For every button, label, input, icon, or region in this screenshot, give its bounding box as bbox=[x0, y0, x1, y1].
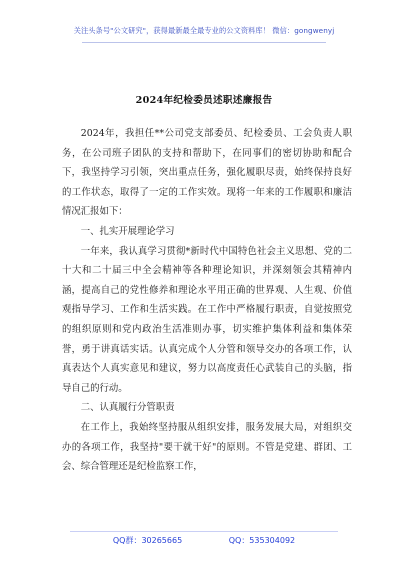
document-title: 2024年纪检委员述职述廉报告 bbox=[135, 95, 273, 106]
footer-qq-number: QQ：535304092 bbox=[228, 536, 296, 545]
footer-qq-group: QQ群：30265665 bbox=[112, 536, 183, 545]
paragraph-theory-study: 一年来，我认真学习贯彻*新时代中国特色社会主义思想、党的二十大和二十届三中全会精神等各种理论知识，并深刻领会其精神内涵，提高自己的党性修养和理论水平用正确的世界观、人生观、价值观指导学习、工作和生活实践。在工作中严格履行职责，自觉按照党的组织原则和党内政治生活准则办事，切实维护集体利益和集体荣誉，勇于讲真话实话。认真完成个人分管和领导交办的各项工作，认真表达个人真实意见和建议，努力以高度责任心武装自己的头脑，指导自己的行动。 bbox=[62, 245, 352, 394]
paragraph-duties: 在工作上，我始终坚持服从组织安排，服务发展大局，对组织交办的各项工作，我坚持"要干就干好"的原则。不管是党建、群团、工会、综合管理还是纪检监察工作， bbox=[62, 421, 352, 473]
section-heading-1: 一、扎实开展理论学习 bbox=[80, 225, 175, 237]
paragraph-intro: 2024年，我担任**公司党支部委员、纪检委员、工会负责人职务，在公司班子团队的支持和帮助下，在同事们的密切协助和配合下，我坚持学习引领，突出重点任务，强化履职尽责，始终保持良好的工作状态，取得了一定的工作实效。现将一年来的工作履职和廉洁情况汇报如下： bbox=[62, 128, 352, 218]
document-body bbox=[62, 124, 352, 477]
section-heading-2: 二、认真履行分管职责 bbox=[80, 402, 175, 414]
header-divider bbox=[82, 42, 326, 43]
footer-contact bbox=[0, 535, 408, 546]
header-banner: 关注头条号"公文研究"，获得最新最全最专业的公文资料库！ 微信：gongwenyj bbox=[73, 26, 335, 35]
footer-divider bbox=[70, 531, 338, 532]
